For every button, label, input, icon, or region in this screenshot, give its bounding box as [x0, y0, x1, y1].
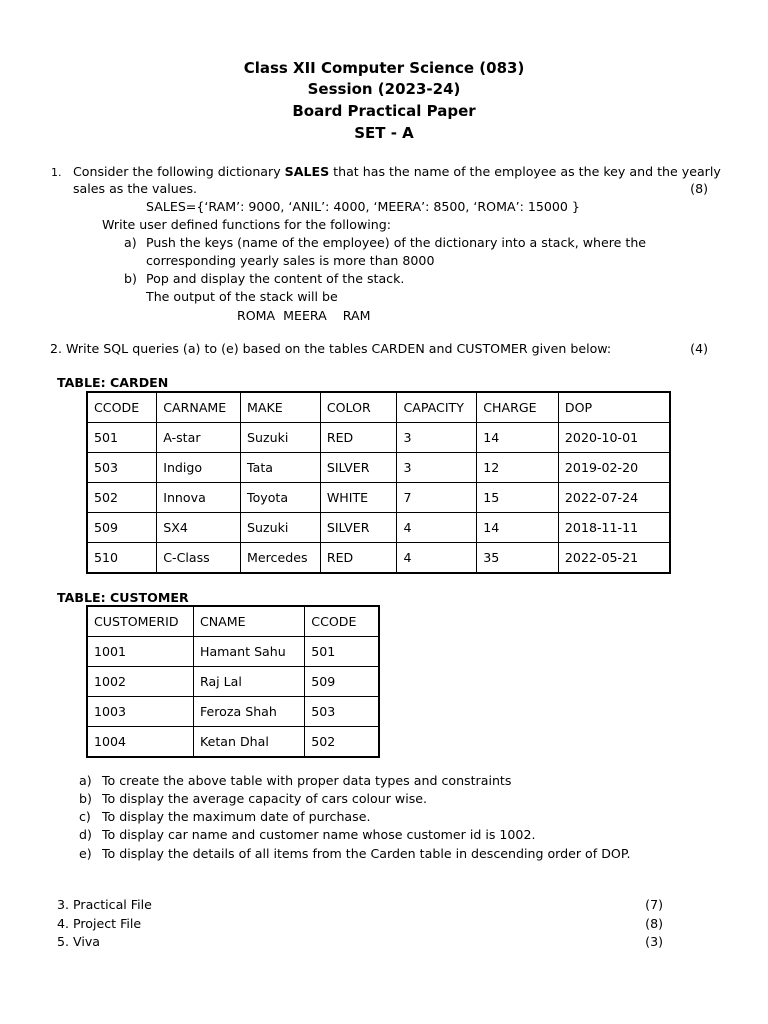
table-cell: 2022-05-21	[558, 543, 670, 574]
column-header: CHARGE	[477, 392, 559, 423]
customer-row	[87, 637, 379, 667]
customer-header-row	[87, 606, 379, 637]
table-cell: 7	[397, 483, 477, 513]
q1b-text-line2: The output of the stack will be	[146, 289, 338, 304]
q2-marks: (4)	[690, 341, 708, 356]
table-cell: 4	[397, 543, 477, 574]
carden-row	[87, 543, 670, 574]
query-text: To create the above table with proper data types and constraints	[102, 773, 512, 788]
component-marks: (7)	[645, 897, 663, 912]
table-cell: 501	[87, 423, 157, 453]
table-cell: Innova	[157, 483, 241, 513]
table-cell: 509	[87, 513, 157, 543]
q1b-text-line1: Pop and display the content of the stack.	[146, 271, 405, 286]
table-cell: 2022-07-24	[558, 483, 670, 513]
table-cell: 15	[477, 483, 559, 513]
paper-type-title: Board Practical Paper	[292, 102, 476, 120]
table-cell: SILVER	[320, 453, 397, 483]
column-header: CCODE	[305, 606, 379, 637]
table-cell: 503	[87, 453, 157, 483]
table-cell: 2018-11-11	[558, 513, 670, 543]
table-cell: 35	[477, 543, 559, 574]
table-cell: Tata	[241, 453, 321, 483]
carden-row	[87, 453, 670, 483]
table-cell: 1001	[87, 637, 193, 667]
table-cell: 502	[305, 727, 379, 758]
column-header: CCODE	[87, 392, 157, 423]
table-cell: 3	[397, 423, 477, 453]
component-marks: (3)	[645, 934, 663, 949]
paper-title: Class XII Computer Science (083)	[243, 59, 525, 77]
table-cell: RED	[320, 423, 397, 453]
table-cell: 501	[305, 637, 379, 667]
table-cell: Feroza Shah	[193, 697, 304, 727]
customer-table	[86, 605, 380, 758]
table-cell: 509	[305, 667, 379, 697]
table-cell: Ketan Dhal	[193, 727, 304, 758]
table-cell: 1002	[87, 667, 193, 697]
column-header: COLOR	[320, 392, 397, 423]
query-text: To display car name and customer name whose customer id is 1002.	[102, 827, 536, 842]
q1-instruction: Write user defined functions for the following:	[102, 217, 391, 232]
session-title: Session (2023-24)	[307, 80, 461, 98]
customer-row	[87, 727, 379, 758]
query-text: To display the average capacity of cars colour wise.	[102, 791, 428, 806]
component-label: 5. Viva	[57, 934, 101, 949]
q1b-label: b)	[124, 271, 137, 286]
q1-text-line2: sales as the values.	[73, 181, 198, 196]
table-cell: SX4	[157, 513, 241, 543]
table-cell: 2019-02-20	[558, 453, 670, 483]
query-label: a)	[79, 773, 92, 788]
table-cell: Raj Lal	[193, 667, 304, 697]
table-cell: Hamant Sahu	[193, 637, 304, 667]
q1-sales-dictionary: SALES={‘RAM’: 9000, ‘ANIL’: 4000, ‘MEERA’: 8500, ‘ROMA’: 15000 }	[146, 199, 580, 214]
column-header: MAKE	[241, 392, 321, 423]
table-cell: 503	[305, 697, 379, 727]
customer-row	[87, 667, 379, 697]
table-cell: 12	[477, 453, 559, 483]
table-cell: 1004	[87, 727, 193, 758]
component-label: 3. Practical File	[57, 897, 152, 912]
column-header: CNAME	[193, 606, 304, 637]
component-marks: (8)	[645, 916, 663, 931]
table-cell: WHITE	[320, 483, 397, 513]
table-cell: SILVER	[320, 513, 397, 543]
table-cell: 3	[397, 453, 477, 483]
customer-table-label: TABLE: CUSTOMER	[57, 590, 189, 605]
table-cell: Suzuki	[241, 513, 321, 543]
carden-header-row	[87, 392, 670, 423]
q1a-text-line2: corresponding yearly sales is more than 8000	[146, 253, 435, 268]
table-cell: 14	[477, 513, 559, 543]
set-title: SET - A	[354, 124, 414, 142]
column-header: DOP	[558, 392, 670, 423]
query-label: e)	[79, 846, 92, 861]
query-label: d)	[79, 827, 92, 842]
table-cell: Mercedes	[241, 543, 321, 574]
table-cell: C-Class	[157, 543, 241, 574]
q1-text-line1: Consider the following dictionary SALES that has the name of the employee as the key and the yearly	[73, 164, 721, 179]
query-label: c)	[79, 809, 91, 824]
query-text: To display the maximum date of purchase.	[102, 809, 371, 824]
column-header: CUSTOMERID	[87, 606, 193, 637]
carden-table	[86, 391, 671, 574]
table-cell: A-star	[157, 423, 241, 453]
query-text: To display the details of all items from the Carden table in descending order of DOP.	[102, 846, 631, 861]
table-cell: 510	[87, 543, 157, 574]
q1-bold-word: SALES	[284, 164, 330, 179]
column-header: CAPACITY	[397, 392, 477, 423]
table-cell: 4	[397, 513, 477, 543]
customer-row	[87, 697, 379, 727]
carden-row	[87, 483, 670, 513]
q1a-label: a)	[124, 235, 137, 250]
q1a-text-line1: Push the keys (name of the employee) of the dictionary into a stack, where the	[146, 235, 647, 250]
query-label: b)	[79, 791, 92, 806]
q1-marks: (8)	[690, 181, 708, 196]
table-cell: Suzuki	[241, 423, 321, 453]
q1-stack-output: ROMA MEERA RAM	[237, 308, 371, 323]
component-label: 4. Project File	[57, 916, 142, 931]
carden-row	[87, 423, 670, 453]
table-cell: Indigo	[157, 453, 241, 483]
table-cell: 502	[87, 483, 157, 513]
table-cell: Toyota	[241, 483, 321, 513]
q2-text: 2. Write SQL queries (a) to (e) based on the tables CARDEN and CUSTOMER given below:	[50, 341, 612, 356]
table-cell: 1003	[87, 697, 193, 727]
carden-table-label: TABLE: CARDEN	[57, 375, 169, 390]
carden-row	[87, 513, 670, 543]
q1-number: 1.	[51, 166, 62, 179]
table-cell: RED	[320, 543, 397, 574]
column-header: CARNAME	[157, 392, 241, 423]
table-cell: 2020-10-01	[558, 423, 670, 453]
table-cell: 14	[477, 423, 559, 453]
